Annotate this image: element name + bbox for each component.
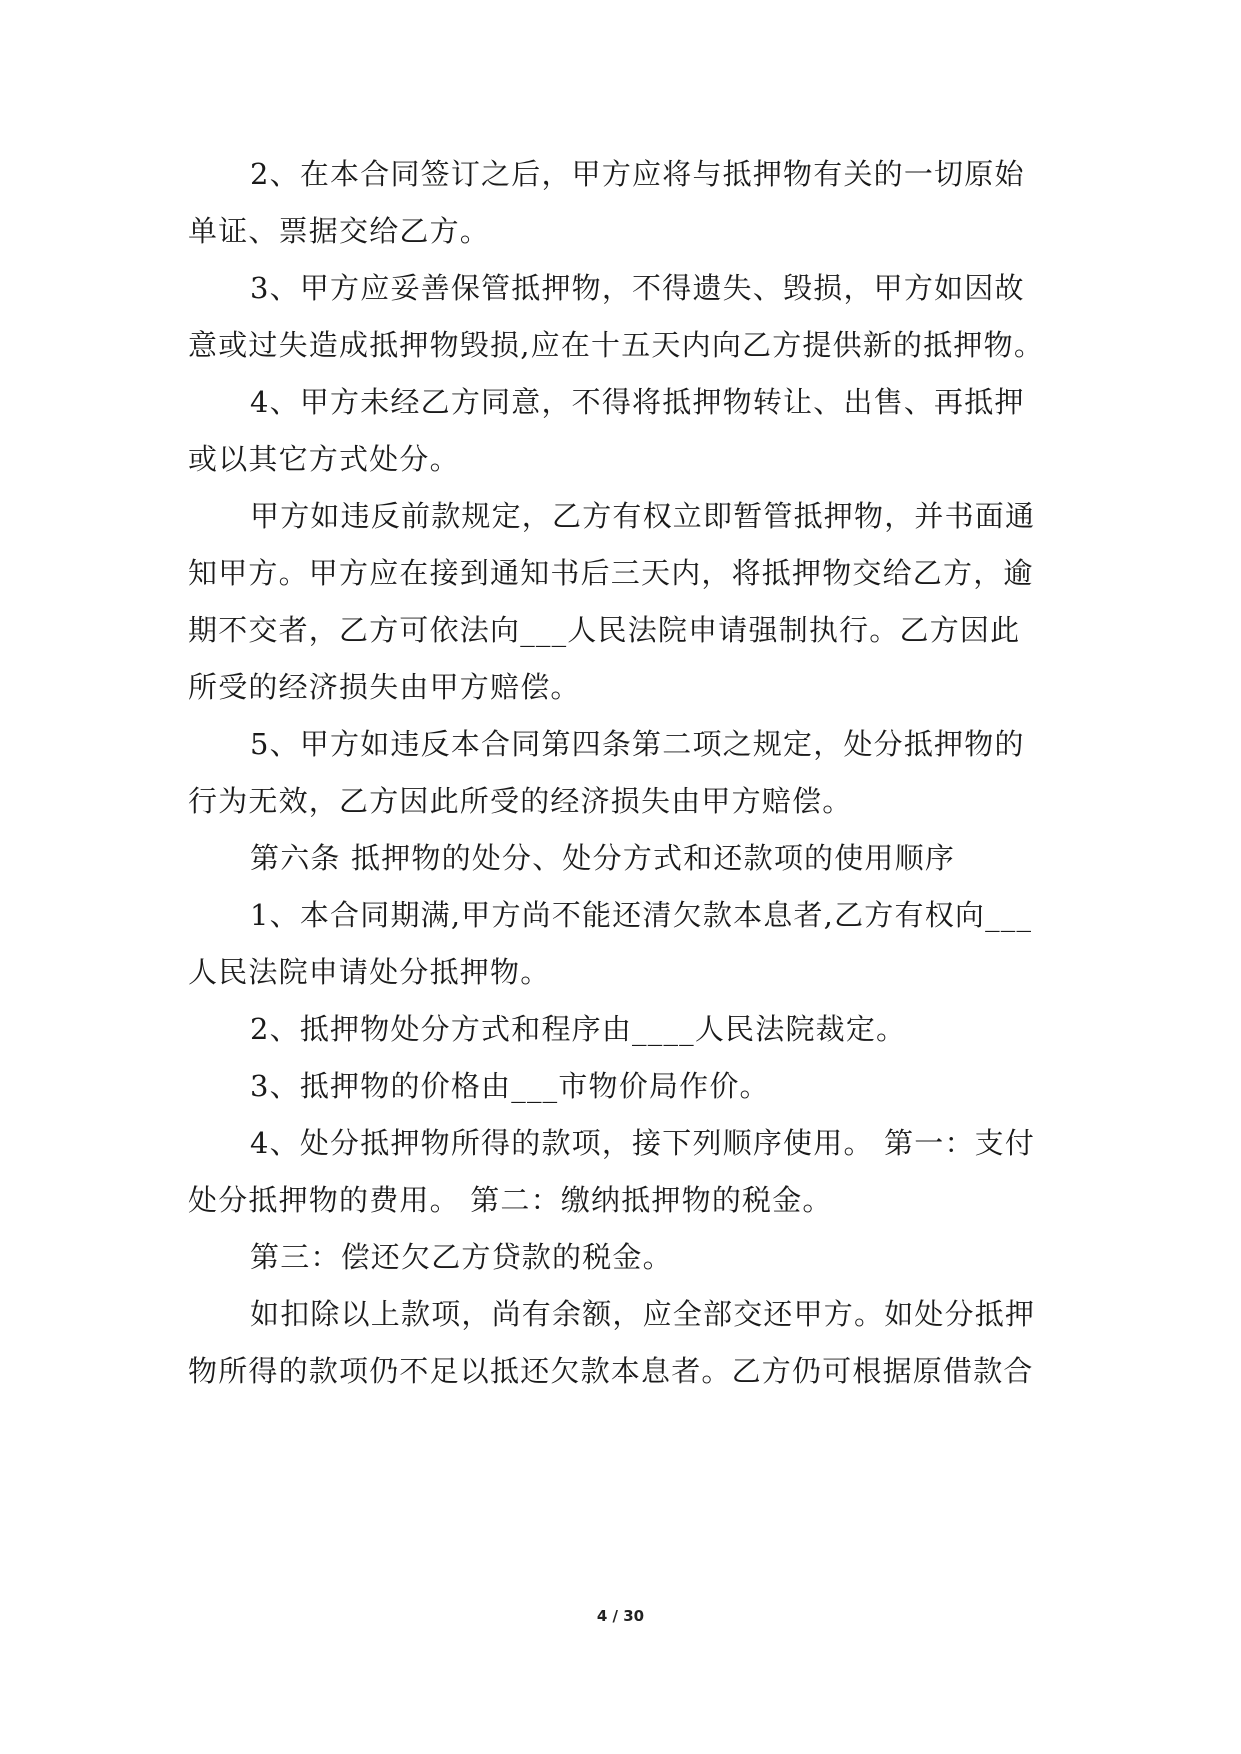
paragraph-line: 甲方如违反前款规定，乙方有权立即暂管抵押物，并书面通 — [250, 499, 1036, 533]
paragraph-line: 处分抵押物的费用。 第二：缴纳抵押物的税金。 — [188, 1183, 833, 1217]
section-heading: 第六条 抵押物的处分、处分方式和还款项的使用顺序 — [250, 841, 956, 875]
paragraph-line: 4、甲方未经乙方同意，不得将抵押物转让、出售、再抵押 — [250, 385, 1025, 419]
paragraph-line: 行为无效，乙方因此所受的经济损失由甲方赔偿。 — [188, 784, 853, 818]
paragraph-line: 第三：偿还欠乙方贷款的税金。 — [250, 1240, 673, 1274]
paragraph-line: 1、本合同期满,甲方尚不能还清欠款本息者,乙方有权向___ — [250, 898, 1033, 932]
paragraph-line: 期不交者，乙方可依法向___人民法院申请强制执行。乙方因此 — [188, 613, 1021, 647]
paragraph-line: 2、抵押物处分方式和程序由____人民法院裁定。 — [250, 1012, 907, 1046]
paragraph-line: 2、在本合同签订之后，甲方应将与抵押物有关的一切原始 — [250, 157, 1025, 191]
paragraph-line: 5、甲方如违反本合同第四条第二项之规定，处分抵押物的 — [250, 727, 1025, 761]
paragraph-line: 人民法院申请处分抵押物。 — [188, 955, 551, 989]
paragraph-line: 3、甲方应妥善保管抵押物，不得遗失、毁损，甲方如因故 — [250, 271, 1025, 305]
paragraph-line: 如扣除以上款项，尚有余额，应全部交还甲方。如处分抵押 — [250, 1297, 1036, 1331]
paragraph-line: 4、处分抵押物所得的款项，接下列顺序使用。 第一：支付 — [250, 1126, 1036, 1160]
paragraph-line: 意或过失造成抵押物毁损,应在十五天内向乙方提供新的抵押物。 — [188, 328, 1045, 362]
paragraph-line: 单证、票据交给乙方。 — [188, 214, 491, 248]
paragraph-line: 或以其它方式处分。 — [188, 442, 460, 476]
paragraph-line: 3、抵押物的价格由___市物价局作价。 — [250, 1069, 770, 1103]
paragraph-line: 知甲方。甲方应在接到通知书后三天内，将抵押物交给乙方，逾 — [188, 556, 1034, 590]
paragraph-line: 所受的经济损失由甲方赔偿。 — [188, 670, 581, 704]
paragraph-line: 物所得的款项仍不足以抵还欠款本息者。乙方仍可根据原借款合 — [188, 1354, 1034, 1388]
page-number: 4 / 30 — [596, 1607, 645, 1625]
